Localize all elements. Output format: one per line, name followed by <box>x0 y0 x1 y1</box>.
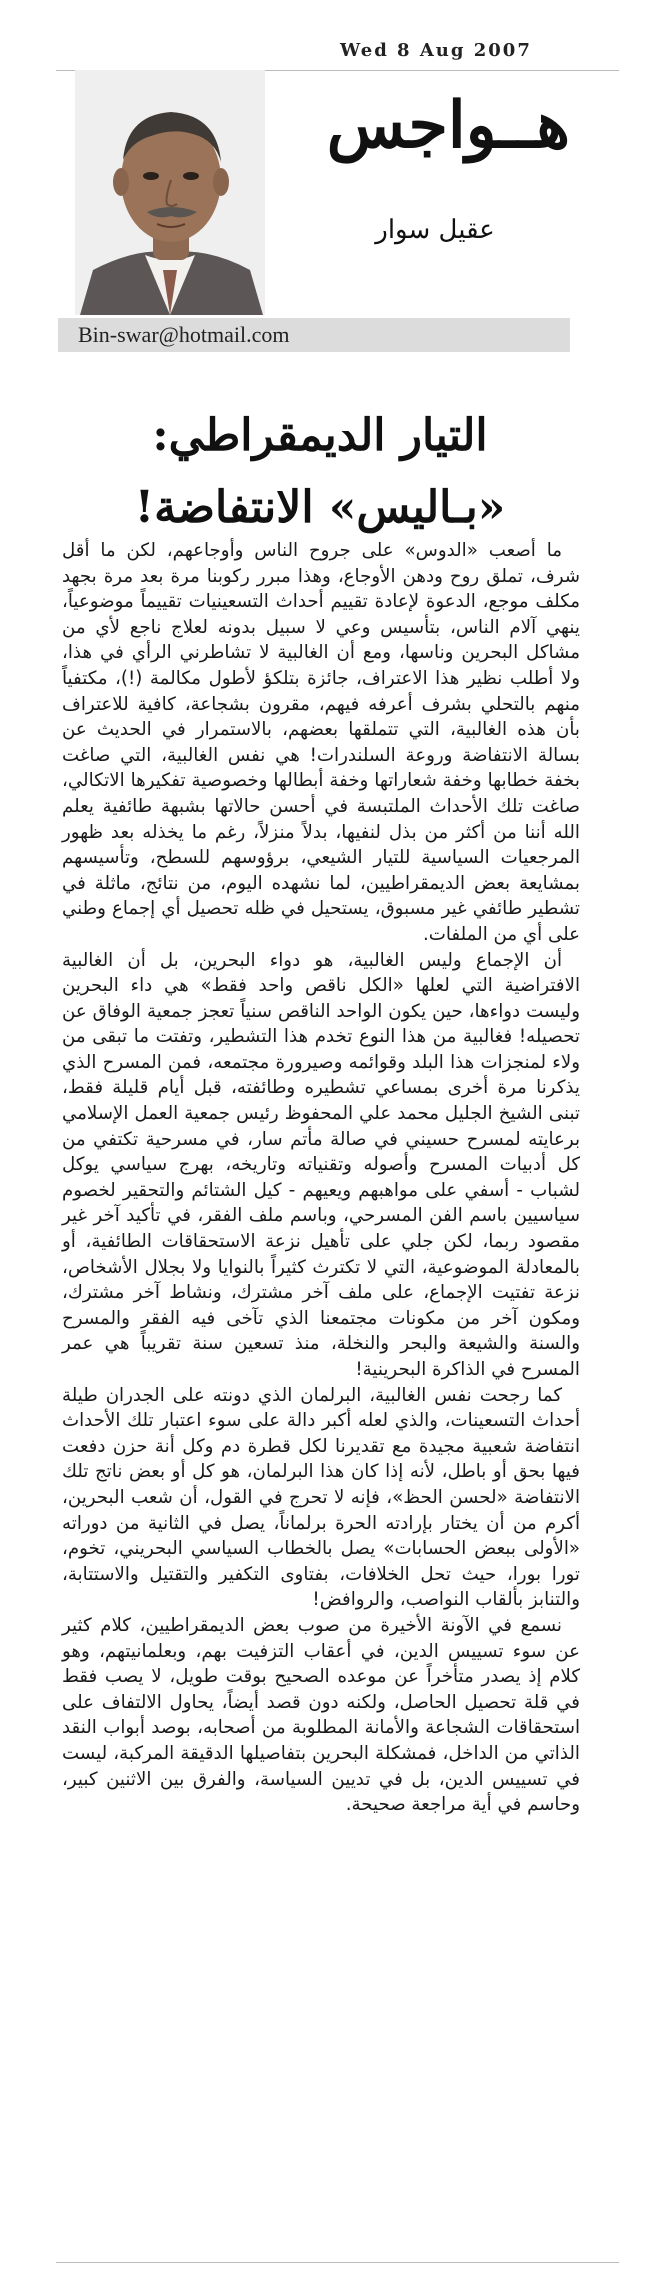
headline-line-2: «بـاليس» الانتفاضة! <box>134 482 506 533</box>
article-body <box>62 538 580 1818</box>
author-portrait-illustration <box>75 70 265 315</box>
column-title: هــواجس <box>326 88 570 163</box>
author-name: عقيل سوار <box>375 215 495 245</box>
author-photo <box>75 70 265 315</box>
headline-line-1: التيار الديمقراطي: <box>152 410 488 461</box>
paragraph-3: كما رجحت نفس الغالبية، البرلمان الذي دونته على الجدران طيلة أحداث التسعينات، والذي لعله أكبر دالة على سوء اعتبار تلك الأحداث انتفاضة شعبية مجيدة مع تقديرنا لكل قطرة دم وكل أنة حزن دفعت فيها بحق أو باطل، لأنه إذا كان هذا البرلمان، هو كل أو بعض ناتج تلك الانتفاضة «لحسن الحظ»، فإنه لا تحرج في القول، أن شعب البحرين، أكرم من أن يختار بإرادته الحرة برلماناً، يصل في الثانية من دوراته «الأولى ببعض الحسابات» يصل بالخطاب السياسي البحريني، تخوم، تورا بورا، حيث تحل الخلافات، بفتاوى التكفير والتقتيل والاستتابة، والتنابز بألقاب النواصب، والروافض! <box>62 1384 580 1611</box>
issue-date: Wed 8 Aug 2007 <box>340 40 532 61</box>
author-email: Bin-swar@hotmail.com <box>78 322 290 347</box>
paragraph-4: نسمع في الآونة الأخيرة من صوب بعض الديمقراطيين، كلام كثير عن سوء تسييس الدين، في أعقاب التزفيت بهم، وبعلمانيتهم، وهو كلام إذ يصدر متأخراً عن موعده الصحيح بوقت طويل، لا يصب فقط في قلة تحصيل الحاصل، ولكنه دون قصد أيضاً، يحاول الالتفاف على استحقاقات الشجاعة والأمانة المطلوبة من أصحابه، بوصد أبواب النقد الذاتي من الداخل، فمشكلة البحرين بتفاصيلها الدقيقة المركبة، ليست في تسييس الدين، بل في تديين السياسة، والفرق بين الاثنين كبير، وحاسم في أية مراجعة صحيحة. <box>62 1614 580 1816</box>
paragraph-2: أن الإجماع وليس الغالبية، هو دواء البحرين، بل أن الغالبية الافتراضية التي لعلها «الكل ناقص واحد فقط» هي داء البحرين وليست دواءها، حين يكون الواحد الناقص سنياً تعجز جمعية الوفاق عن تحصيله! فغالبية من هذا النوع تخدم هذا التشطير، وتفتت ما تبقى من ولاء لمنجزات هذا البلد وقوائمه وصيرورة مجتمعه، فمن المسرح الذي يذكرنا مرة أخرى بمساعي تشطيره وطائفته، قبل أيام قليلة فقط، تبنى الشيخ الجليل محمد علي المحفوظ رئيس جمعية العمل الإسلامي برعايته لمسرح حسيني في صالة مأتم سار، في مسرحية تكتفي من كل أدبيات المسرح وأصوله وتقنياته وتاريخه، بهرج سياسي يوكل لشباب - أسفي على مواهبهم ويعيهم - كيل الشتائم والتحقير لخصوم سياسيين باسم الفن المسرحي، وباسم ملف الفقر، في تأكيد آخر غير مقصود ربما، لكن جلي على تأهيل نزعة الاستحقاقات الطائفية، أو بالمعادلة الموضوعية، التي لا تكترث كثيراً بالنوايا ولا بجلال الأشخاص، نزعة تفتيت الإجماع، على ملف آخر مشترك، ونشاط آخر مشترك، ومكون آخر من مكونات مجتمعنا الذي تآخى فيه الفقر والمسرح والسنة والشيعة والبحر والنخلة، منذ تسعين سنة تقريباً هي عمر المسرح في الذاكرة البحرينية! <box>62 949 580 1380</box>
bottom-rule <box>56 2262 619 2263</box>
article-headline <box>60 400 580 544</box>
paragraph-1: ما أصعب «الدوس» على جروح الناس وأوجاعهم، لكن ما أقل شرف، تملق روح ودهن الأوجاع، وهذا مبرر ركوبنا مرة بعد مرة بجهد مكلف موجع، الدعوة لإعادة تقييم أحداث التسعينيات تقييماً موضوعياً، ينهي آلام الناس، بتأسيس وعي لا سبيل بدونه لعلاج ناجع لأي من مشاكل البحرين وناسها، ومع أن الغالبية لا تشاطرني الرأي في هذا، ولا أطلب نظير هذا الاعتراف، جائزة بتلكؤ لأطول مكالمة (!)، مكتفياً منهم بالتحلي بشرف أعرفه فيهم، مقرون بشجاعة، كافية للاعتراف بأن هذه الغالبية، التي تتملقها بعضهم، بالاستمرار في الحديث عن بسالة الانتفاضة وروعة السلندرات! هي نفس الغالبية، التي صاغت بخفة خطابها وخفة شعاراتها وخفة أبطالها وخصوصية تفكيرها الاتكالي، صاغت تلك الأحداث الملتبسة في أحسن حالاتها بشبهة طائفية يعلم الله أننا من أكثر من بذل لنفيها، بدلاً منزلاً، رغم ما يخذله بعد ظهور المرجعيات السياسية للتيار الشيعي، برؤوسهم للسطح، وتأسيسهم بمشايعة بعض الديمقراطيين، لما نشهده اليوم، من نتائج، ماثلة في تشطير طائفي غير مسبوق، يستحيل في ظله تحصيل أي إجماع وطني على أي من الملفات. <box>62 540 580 945</box>
